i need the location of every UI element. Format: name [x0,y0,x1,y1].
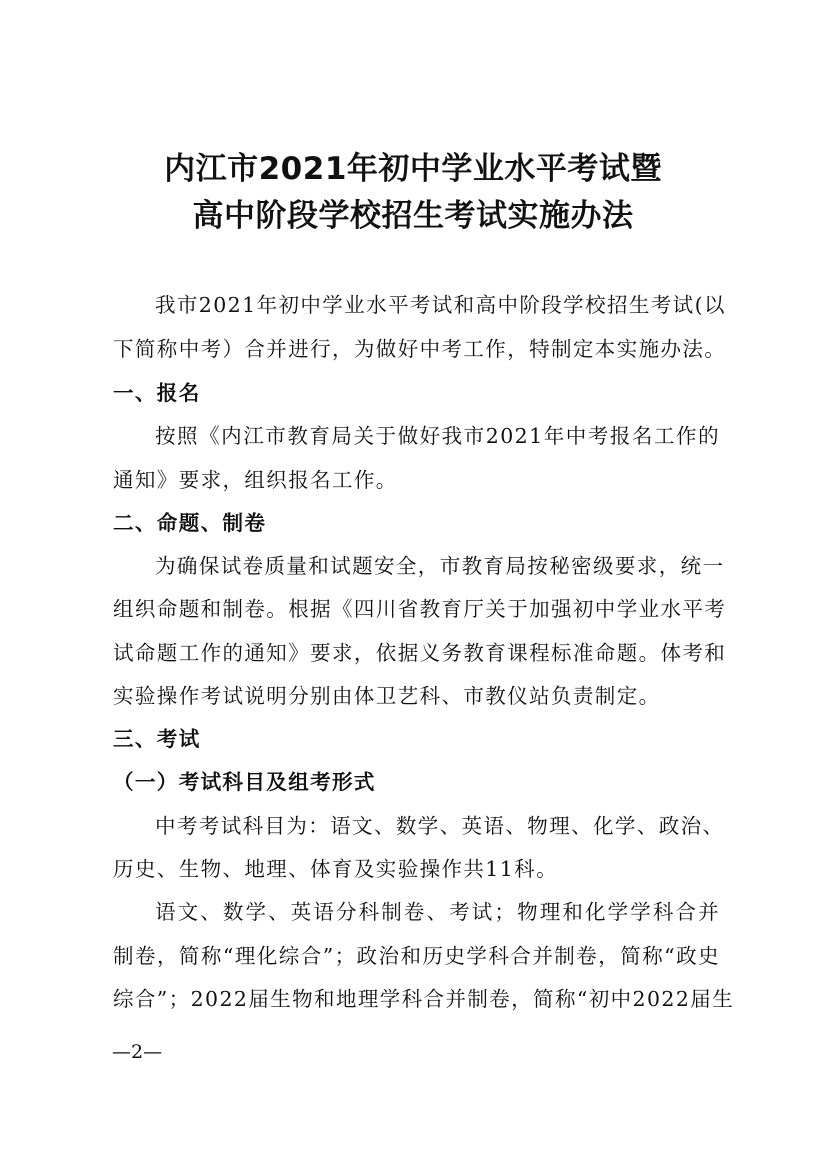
section-3-paragraph-2-line-2: 制卷，简称“理化综合”；政治和历史学科合并制卷，简称“政史 [113,944,720,968]
section-1-line-1: 按照《内江市教育局关于做好我市2021年中考报名工作的 [155,424,720,448]
section-3-paragraph-2-line-3: 综合”；2022届生物和地理学科合并制卷，简称“初中2022届生 [113,987,735,1011]
section-3-paragraph-2-line-1: 语文、数学、英语分科制卷、考试；物理和化学学科合并 [155,900,720,924]
section-3-paragraph-1-line-1: 中考考试科目为：语文、数学、英语、物理、化学、政治、 [155,814,725,838]
section-heading-proposition: 二、命题、制卷 [113,511,267,535]
page-number: —2— [112,1041,163,1063]
subsection-heading-subjects: （一）考试科目及组考形式 [113,770,376,794]
section-heading-exam: 三、考试 [113,727,201,751]
intro-paragraph-line-2: 下简称中考）合并进行，为做好中考工作，特制定本实施办法。 [113,337,727,361]
section-2-line-4: 实验操作考试说明分别由体卫艺科、市教仪站负责制定。 [113,684,661,708]
document-title-line-1: 内江市2021年初中学业水平考试暨 [164,151,662,187]
section-3-paragraph-1-line-2: 历史、生物、地理、体育及实验操作共11科。 [113,857,558,881]
section-2-line-3: 试命题工作的通知》要求，依据义务教育课程标准命题。体考和 [113,641,727,665]
section-1-line-2: 通知》要求，组织报名工作。 [113,468,398,492]
document-title-line-2: 高中阶段学校招生考试实施办法 [192,198,634,234]
section-2-line-2: 组织命题和制卷。根据《四川省教育厅关于加强初中学业水平考 [113,597,727,621]
section-heading-registration: 一、报名 [113,381,201,405]
intro-paragraph-line-1: 我市2021年初中学业水平考试和高中阶段学校招生考试(以 [155,293,726,317]
section-2-line-1: 为确保试卷质量和试题安全，市教育局按秘密级要求，统一 [155,554,725,578]
